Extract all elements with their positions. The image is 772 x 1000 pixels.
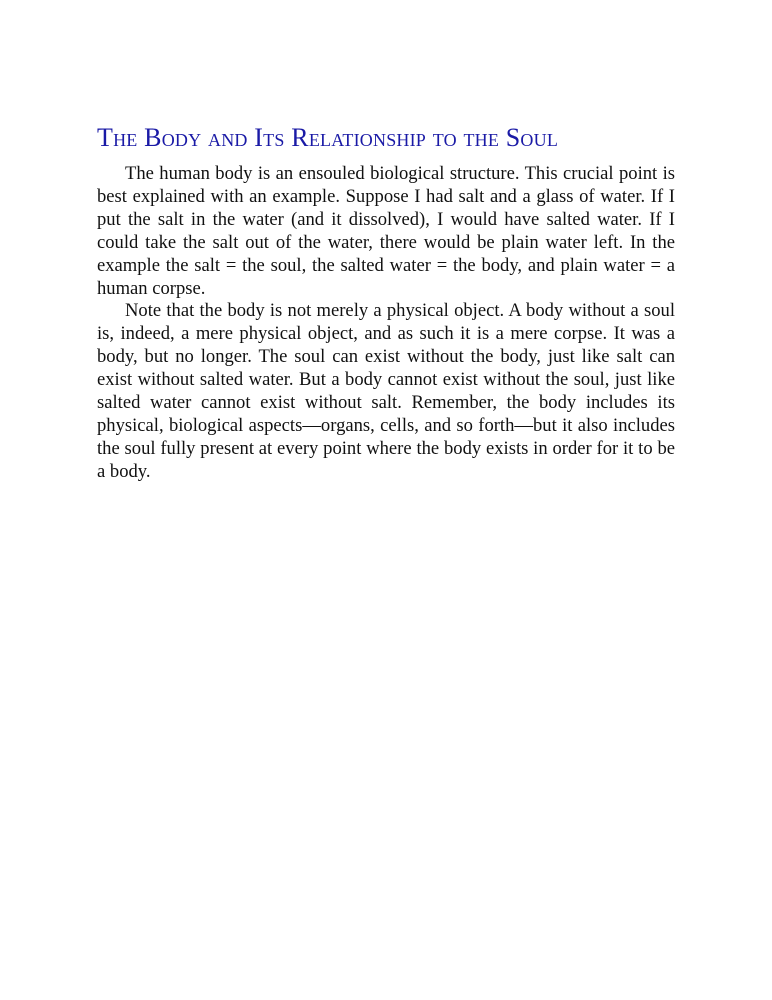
section-title: The Body and Its Relationship to the Soul — [97, 123, 559, 152]
paragraph-1: The human body is an ensouled biological structure. This crucial point is best explained with an example. Suppose I had salt and a glass of water. If I put the salt in the water (and it dissolved), I would have salted water. If I could take the salt out of the water, there would be plain water left. In the example the salt = the soul, the salted water = the body, and plain water = a human corpse. — [97, 163, 675, 299]
paragraph-2: Note that the body is not merely a physical object. A body without a soul is, indeed, a mere physical object, and as such it is a mere corpse. It was a body, but no longer. The soul can exist without the body, just like salt can exist without salted water. But a body cannot exist without the soul, just like salted water cannot exist without salt. Remember, the body includes its physical, biological aspects—organs, cells, and so forth—but it also includes the soul fully present at every point where the body exists in order for it to be a body. — [97, 300, 675, 482]
page-content — [97, 122, 675, 484]
